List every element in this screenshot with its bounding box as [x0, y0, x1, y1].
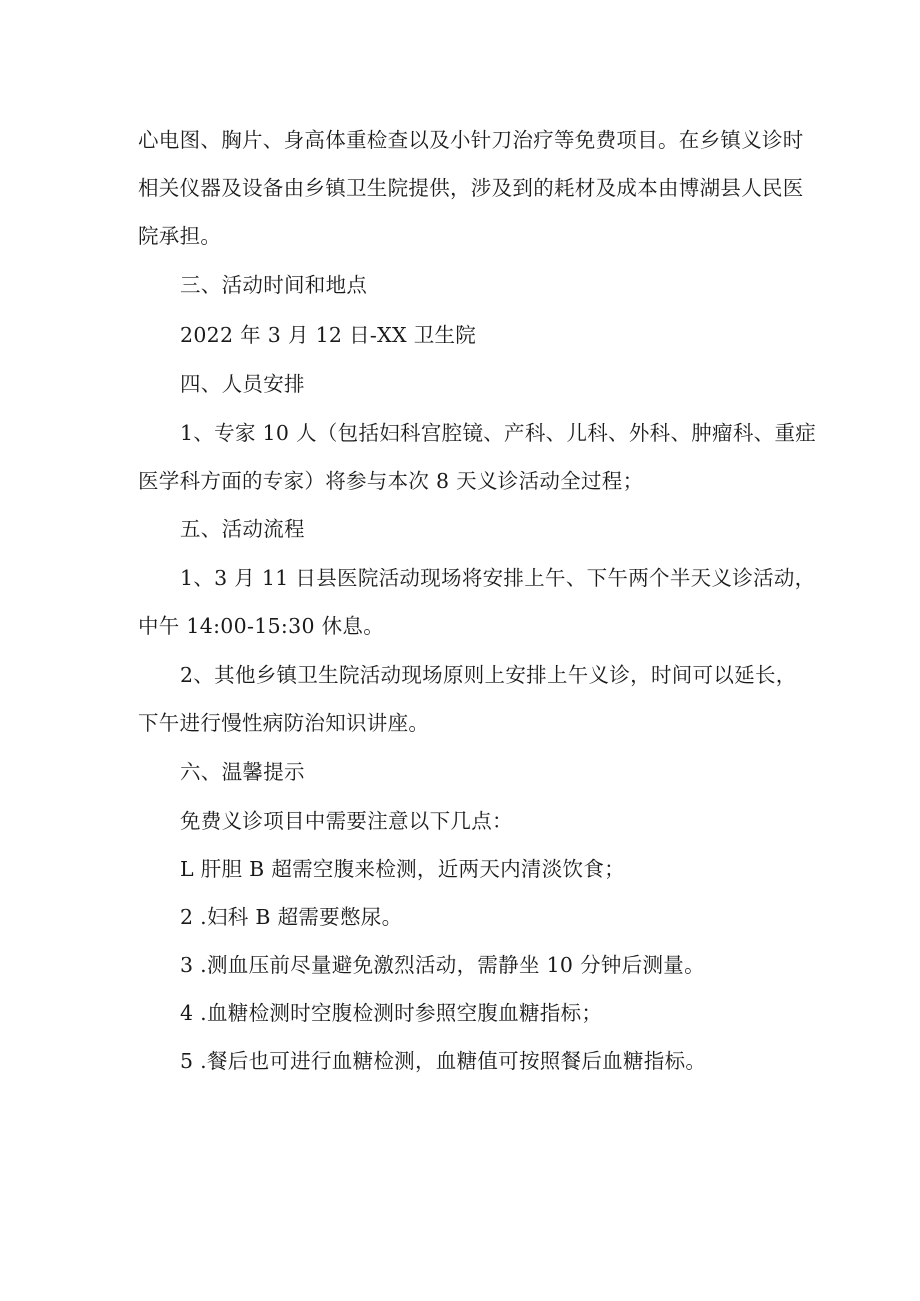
section-heading: 五、活动流程 — [180, 517, 305, 541]
paragraph-line: 相关仪器及设备由乡镇卫生院提供，涉及到的耗材及成本由博湖县人民医 — [138, 176, 804, 200]
paragraph-line: 免费义诊项目中需要注意以下几点： — [180, 809, 513, 833]
list-item: 5 .餐后也可进行血糖检测，血糖值可按照餐后血糖指标。 — [180, 1049, 707, 1073]
section-heading: 四、人员安排 — [180, 372, 305, 396]
list-item: 4 .血糖检测时空腹检测时参照空腹血糖指标； — [180, 1001, 603, 1025]
paragraph-line: 院承担。 — [138, 224, 222, 248]
paragraph-line: 1、3 月 11 日县医院活动现场将安排上午、下午两个半天义诊活动， — [180, 566, 816, 590]
paragraph-line: 医学科方面的专家）将参与本次 8 天义诊活动全过程； — [138, 469, 644, 493]
paragraph-line: 1、专家 10 人（包括妇科宫腔镜、产科、儿科、外科、肿瘤科、重症 — [180, 421, 817, 445]
paragraph-line: 下午进行慢性病防治知识讲座。 — [138, 711, 430, 735]
section-heading: 三、活动时间和地点 — [180, 273, 368, 297]
section-heading: 六、温馨提示 — [180, 760, 305, 784]
paragraph-line: 2、其他乡镇卫生院活动现场原则上安排上午义诊，时间可以延长， — [180, 663, 797, 687]
paragraph-line: 中午 14:00-15:30 休息。 — [138, 614, 385, 638]
list-item: 2 .妇科 B 超需要憋尿。 — [180, 905, 403, 929]
paragraph-line: 心电图、胸片、身高体重检查以及小针刀治疗等免费项目。在乡镇义诊时 — [138, 128, 804, 152]
list-item: L 肝胆 B 超需空腹来检测，近两天内清淡饮食； — [180, 857, 625, 881]
list-item: 3 .测血压前尽量避免激烈活动，需静坐 10 分钟后测量。 — [180, 953, 705, 977]
paragraph-line: 2022 年 3 月 12 日-XX 卫生院 — [180, 323, 477, 347]
